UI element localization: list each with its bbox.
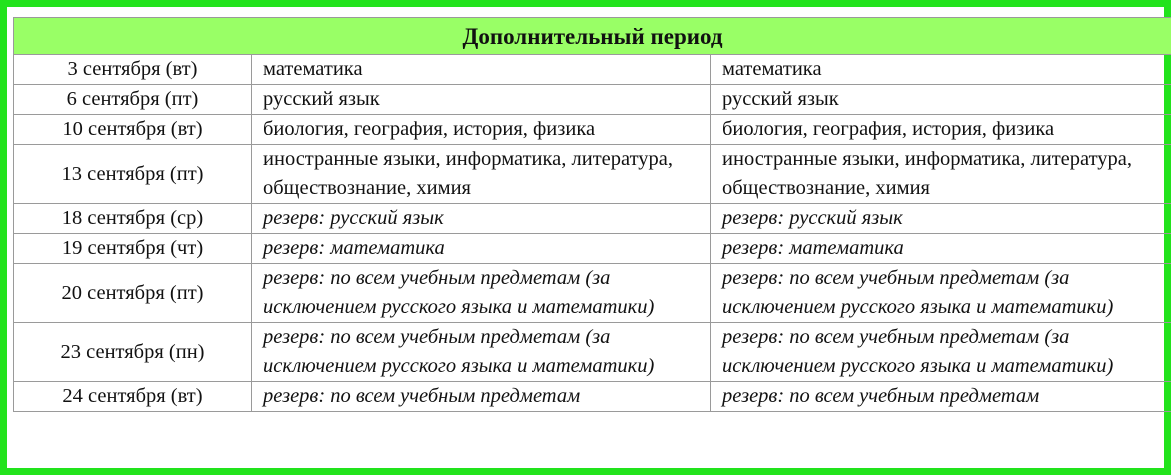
subject-cell-right: биология, география, история, физика [711,115,1171,145]
subject-cell-right: математика [711,55,1171,85]
date-cell: 3 сентября (вт) [14,55,252,85]
table-header-row [14,18,1171,55]
subject-cell-left: математика [252,55,711,85]
date-cell: 24 сентября (вт) [14,382,252,412]
table-row [14,204,1171,234]
subject-cell-right: резерв: по всем учебным предметам (за исключением русского языка и математики) [711,323,1171,382]
subject-cell-left: резерв: математика [252,234,711,264]
date-cell: 23 сентября (пн) [14,323,252,382]
date-cell: 6 сентября (пт) [14,85,252,115]
subject-cell-right: резерв: математика [711,234,1171,264]
subject-cell-right: резерв: по всем учебным предметам [711,382,1171,412]
subject-cell-left: резерв: по всем учебным предметам (за исключением русского языка и математики) [252,264,711,323]
table-row [14,382,1171,412]
schedule-table [13,17,1171,412]
date-cell: 19 сентября (чт) [14,234,252,264]
subject-cell-left: биология, география, история, физика [252,115,711,145]
table-row [14,264,1171,323]
subject-cell-left: резерв: по всем учебным предметам (за исключением русского языка и математики) [252,323,711,382]
subject-cell-left: резерв: по всем учебным предметам [252,382,711,412]
subject-cell-right: иностранные языки, информатика, литература, обществознание, химия [711,145,1171,204]
table-row [14,115,1171,145]
table-row [14,55,1171,85]
table-row [14,145,1171,204]
subject-cell-right: резерв: по всем учебным предметам (за исключением русского языка и математики) [711,264,1171,323]
table-row [14,85,1171,115]
subject-cell-right: русский язык [711,85,1171,115]
table-row [14,323,1171,382]
date-cell: 18 сентября (ср) [14,204,252,234]
table-row [14,234,1171,264]
date-cell: 20 сентября (пт) [14,264,252,323]
date-cell: 10 сентября (вт) [14,115,252,145]
table-title: Дополнительный период [14,18,1171,55]
subject-cell-right: резерв: русский язык [711,204,1171,234]
date-cell: 13 сентября (пт) [14,145,252,204]
subject-cell-left: резерв: русский язык [252,204,711,234]
subject-cell-left: русский язык [252,85,711,115]
subject-cell-left: иностранные языки, информатика, литература, обществознание, химия [252,145,711,204]
